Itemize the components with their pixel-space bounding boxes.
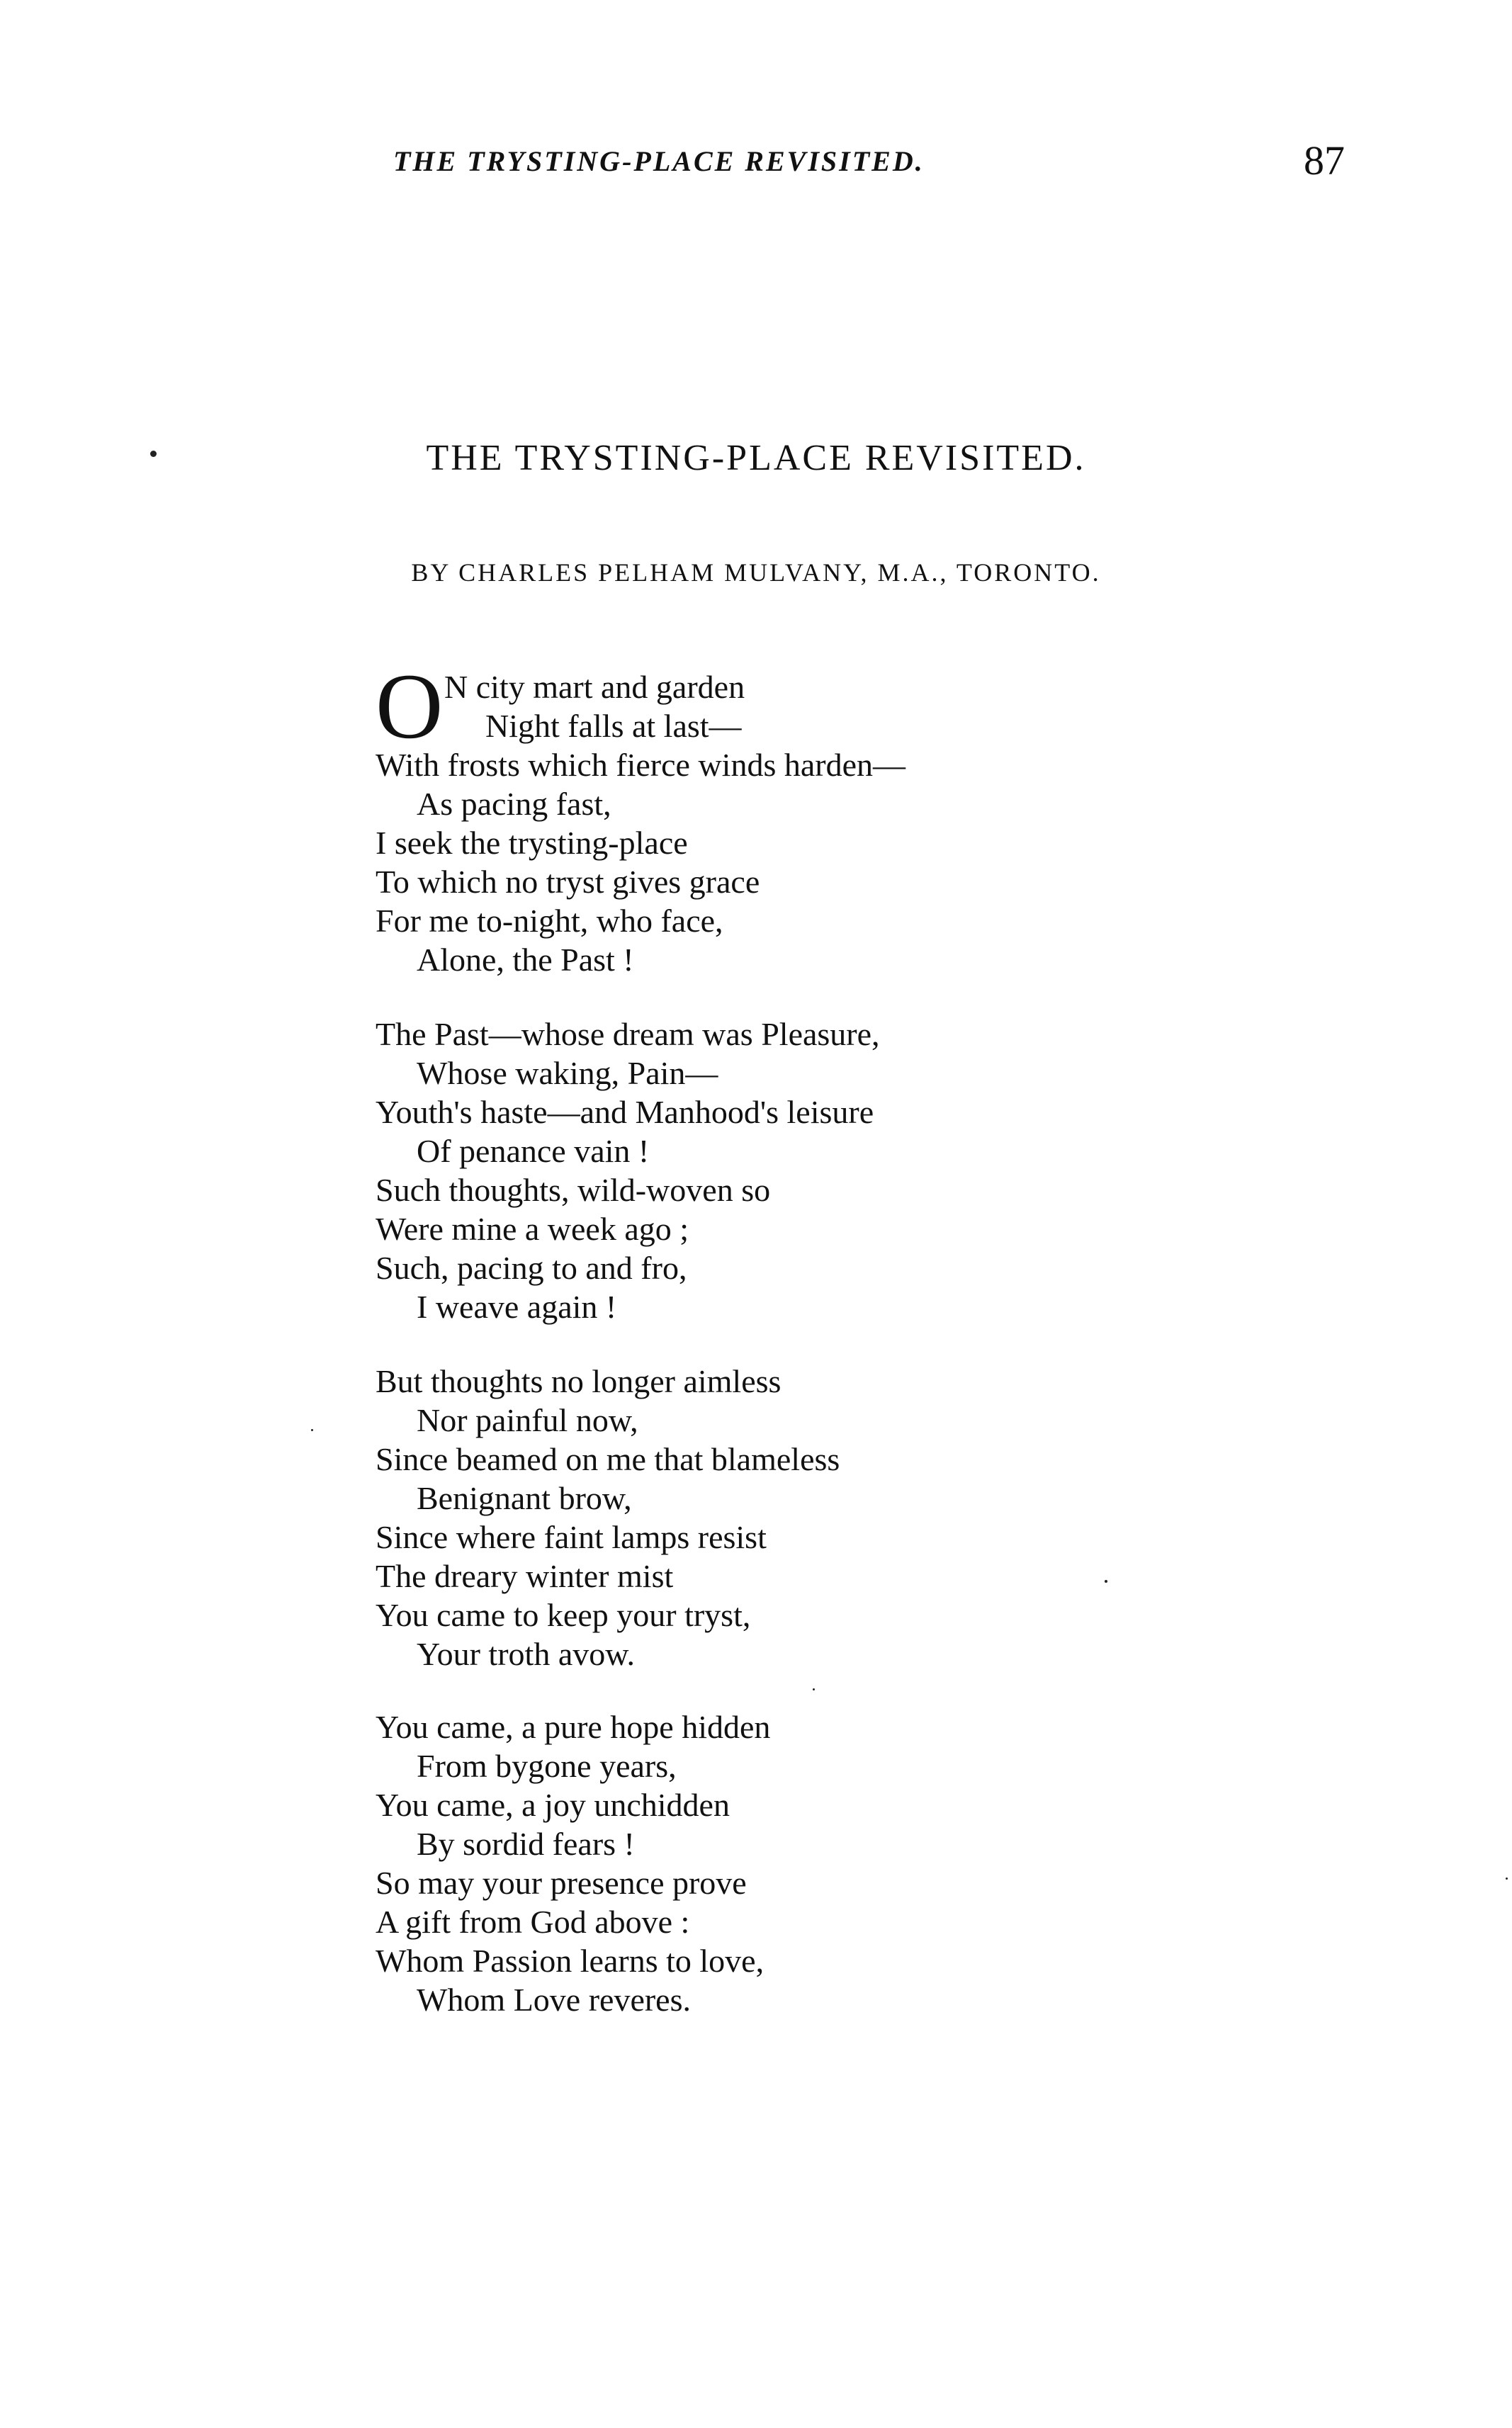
poem-line: I weave again !: [417, 1289, 617, 1325]
stanza-3: [376, 1362, 1190, 1673]
poem-line-text: Night falls at last—: [485, 708, 742, 744]
scan-speck: [150, 451, 157, 457]
poem-line: To which no tryst gives grace: [376, 864, 760, 900]
poem-line: Benignant brow,: [417, 1480, 632, 1516]
running-head: [0, 137, 1512, 190]
poem-line: I seek the trysting-place: [376, 825, 688, 861]
scan-speck: [1105, 1580, 1107, 1583]
poem-line: You came to keep your tryst,: [376, 1597, 751, 1633]
poem-line: Were mine a week ago ;: [376, 1211, 689, 1247]
poem-line: Such thoughts, wild-woven so: [376, 1172, 771, 1208]
poem-line: Alone, the Past !: [417, 942, 634, 978]
poem-line: Whom Love reveres.: [417, 1982, 692, 2018]
poem-line: Of penance vain !: [417, 1133, 650, 1169]
scan-speck: [311, 1429, 313, 1431]
stanza-1: [376, 654, 1190, 979]
poem-line: Nor painful now,: [417, 1402, 638, 1438]
poem-line: The Past—whose dream was Pleasure,: [376, 1016, 880, 1052]
poem-line: You came, a pure hope hidden: [376, 1709, 771, 1745]
poem-line: For me to-night, who face,: [376, 903, 723, 939]
scan-speck: [1506, 1878, 1508, 1880]
poem-line: Since beamed on me that blameless: [376, 1441, 840, 1477]
poem-line: From bygone years,: [417, 1748, 677, 1784]
stanza-2: [376, 1015, 1190, 1326]
poem-line: Whose waking, Pain—: [417, 1055, 718, 1091]
poem-line: The dreary winter mist: [376, 1558, 674, 1594]
poem-line: Such, pacing to and fro,: [376, 1250, 687, 1286]
poem-line: With frosts which fierce winds harden—: [376, 747, 905, 783]
stanza-4: [376, 1707, 1190, 2019]
poem-line: By sordid fears !: [417, 1826, 635, 1862]
poem-line: As pacing fast,: [417, 786, 611, 822]
poem-line: Youth's haste—and Manhood's leisure: [376, 1094, 874, 1130]
poem-line: [376, 706, 1190, 745]
running-title: THE TRYSTING-PLACE REVISITED.: [393, 145, 925, 177]
poem-line: So may your presence prove: [376, 1865, 747, 1901]
poem-line: Whom Passion learns to love,: [376, 1943, 765, 1979]
poem-line: Since where faint lamps resist: [376, 1519, 767, 1555]
poem-line: A gift from God above :: [376, 1904, 690, 1940]
poem-title: THE TRYSTING-PLACE REVISITED.: [426, 438, 1086, 478]
drop-cap: O: [376, 654, 444, 758]
page-number: 87: [1304, 137, 1345, 183]
poem-line: But thoughts no longer aimless: [376, 1363, 782, 1399]
scan-speck: [813, 1688, 815, 1690]
poem-line: You came, a joy unchidden: [376, 1787, 730, 1823]
byline: BY CHARLES PELHAM MULVANY, M.A., TORONTO.: [411, 558, 1101, 587]
poem-line-text: N city mart and garden: [444, 669, 745, 705]
poem-line: Your troth avow.: [417, 1636, 635, 1672]
